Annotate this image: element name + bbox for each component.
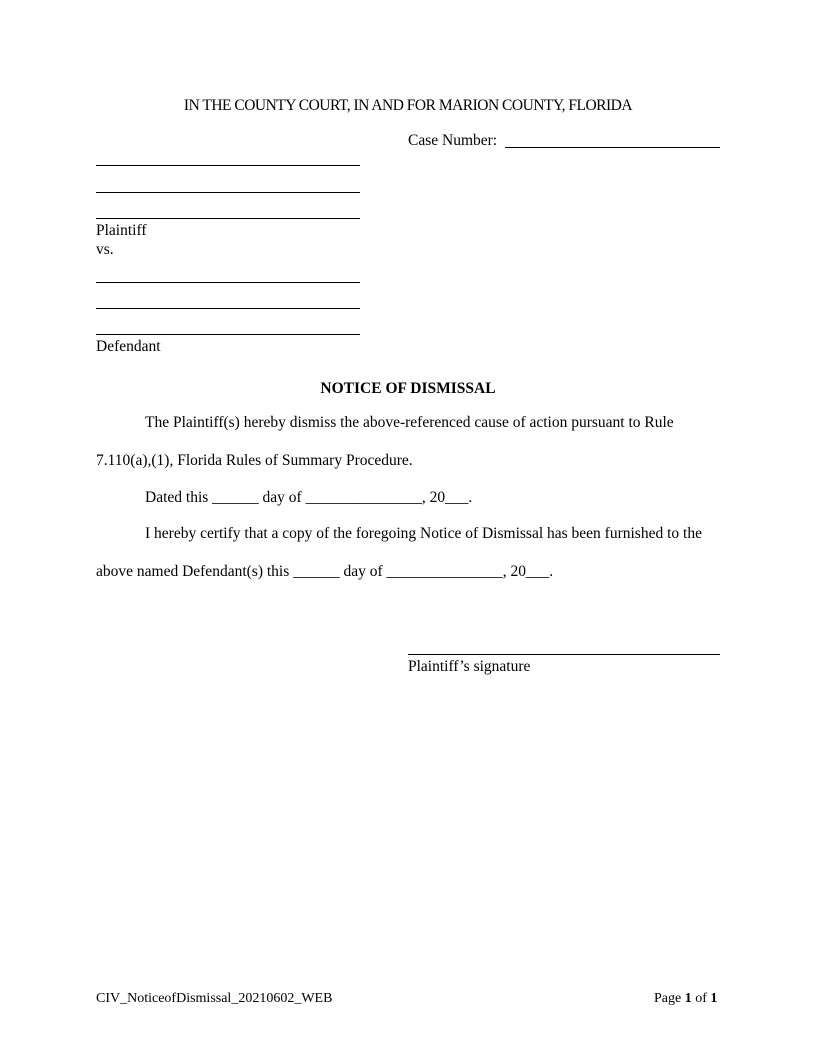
footer-document-id: CIV_NoticeofDismissal_20210602_WEB <box>96 991 333 1006</box>
plaintiff-name-line-3 <box>96 218 360 219</box>
page-total: 1 <box>710 991 718 1006</box>
plaintiff-label: Plaintiff <box>96 222 147 239</box>
document-title: NOTICE OF DISMISSAL <box>320 380 496 397</box>
case-number-line <box>505 147 720 148</box>
dismissal-paragraph-line-2: 7.110(a),(1), Florida Rules of Summary Procedure. <box>96 452 413 469</box>
court-heading: IN THE COUNTY COURT, IN AND FOR MARION COUNTY, FLORIDA <box>183 97 633 114</box>
defendant-name-line-2 <box>96 308 360 309</box>
signature-label: Plaintiff’s signature <box>408 658 531 675</box>
defendant-label: Defendant <box>96 338 161 355</box>
certificate-line-1: I hereby certify that a copy of the foregoing Notice of Dismissal has been furnished to the <box>145 525 702 542</box>
plaintiff-name-line-2 <box>96 192 360 193</box>
certificate-line-2: above named Defendant(s) this ______ day of _______________, 20___. <box>96 563 554 580</box>
page-word: Page <box>654 991 682 1006</box>
page-current: 1 <box>684 991 692 1006</box>
case-number-label: Case Number: <box>408 132 498 149</box>
defendant-name-line-3 <box>96 334 360 335</box>
plaintiff-name-line-1 <box>96 165 360 166</box>
signature-line <box>408 654 720 655</box>
dismissal-paragraph-line-1: The Plaintiff(s) hereby dismiss the above-referenced cause of action pursuant to Rule <box>145 414 674 431</box>
footer-page-number <box>654 991 717 1007</box>
dated-line: Dated this ______ day of _______________, 20___. <box>145 489 473 506</box>
defendant-name-line-1 <box>96 282 360 283</box>
versus-label: vs. <box>96 241 114 258</box>
of-word: of <box>695 991 707 1006</box>
